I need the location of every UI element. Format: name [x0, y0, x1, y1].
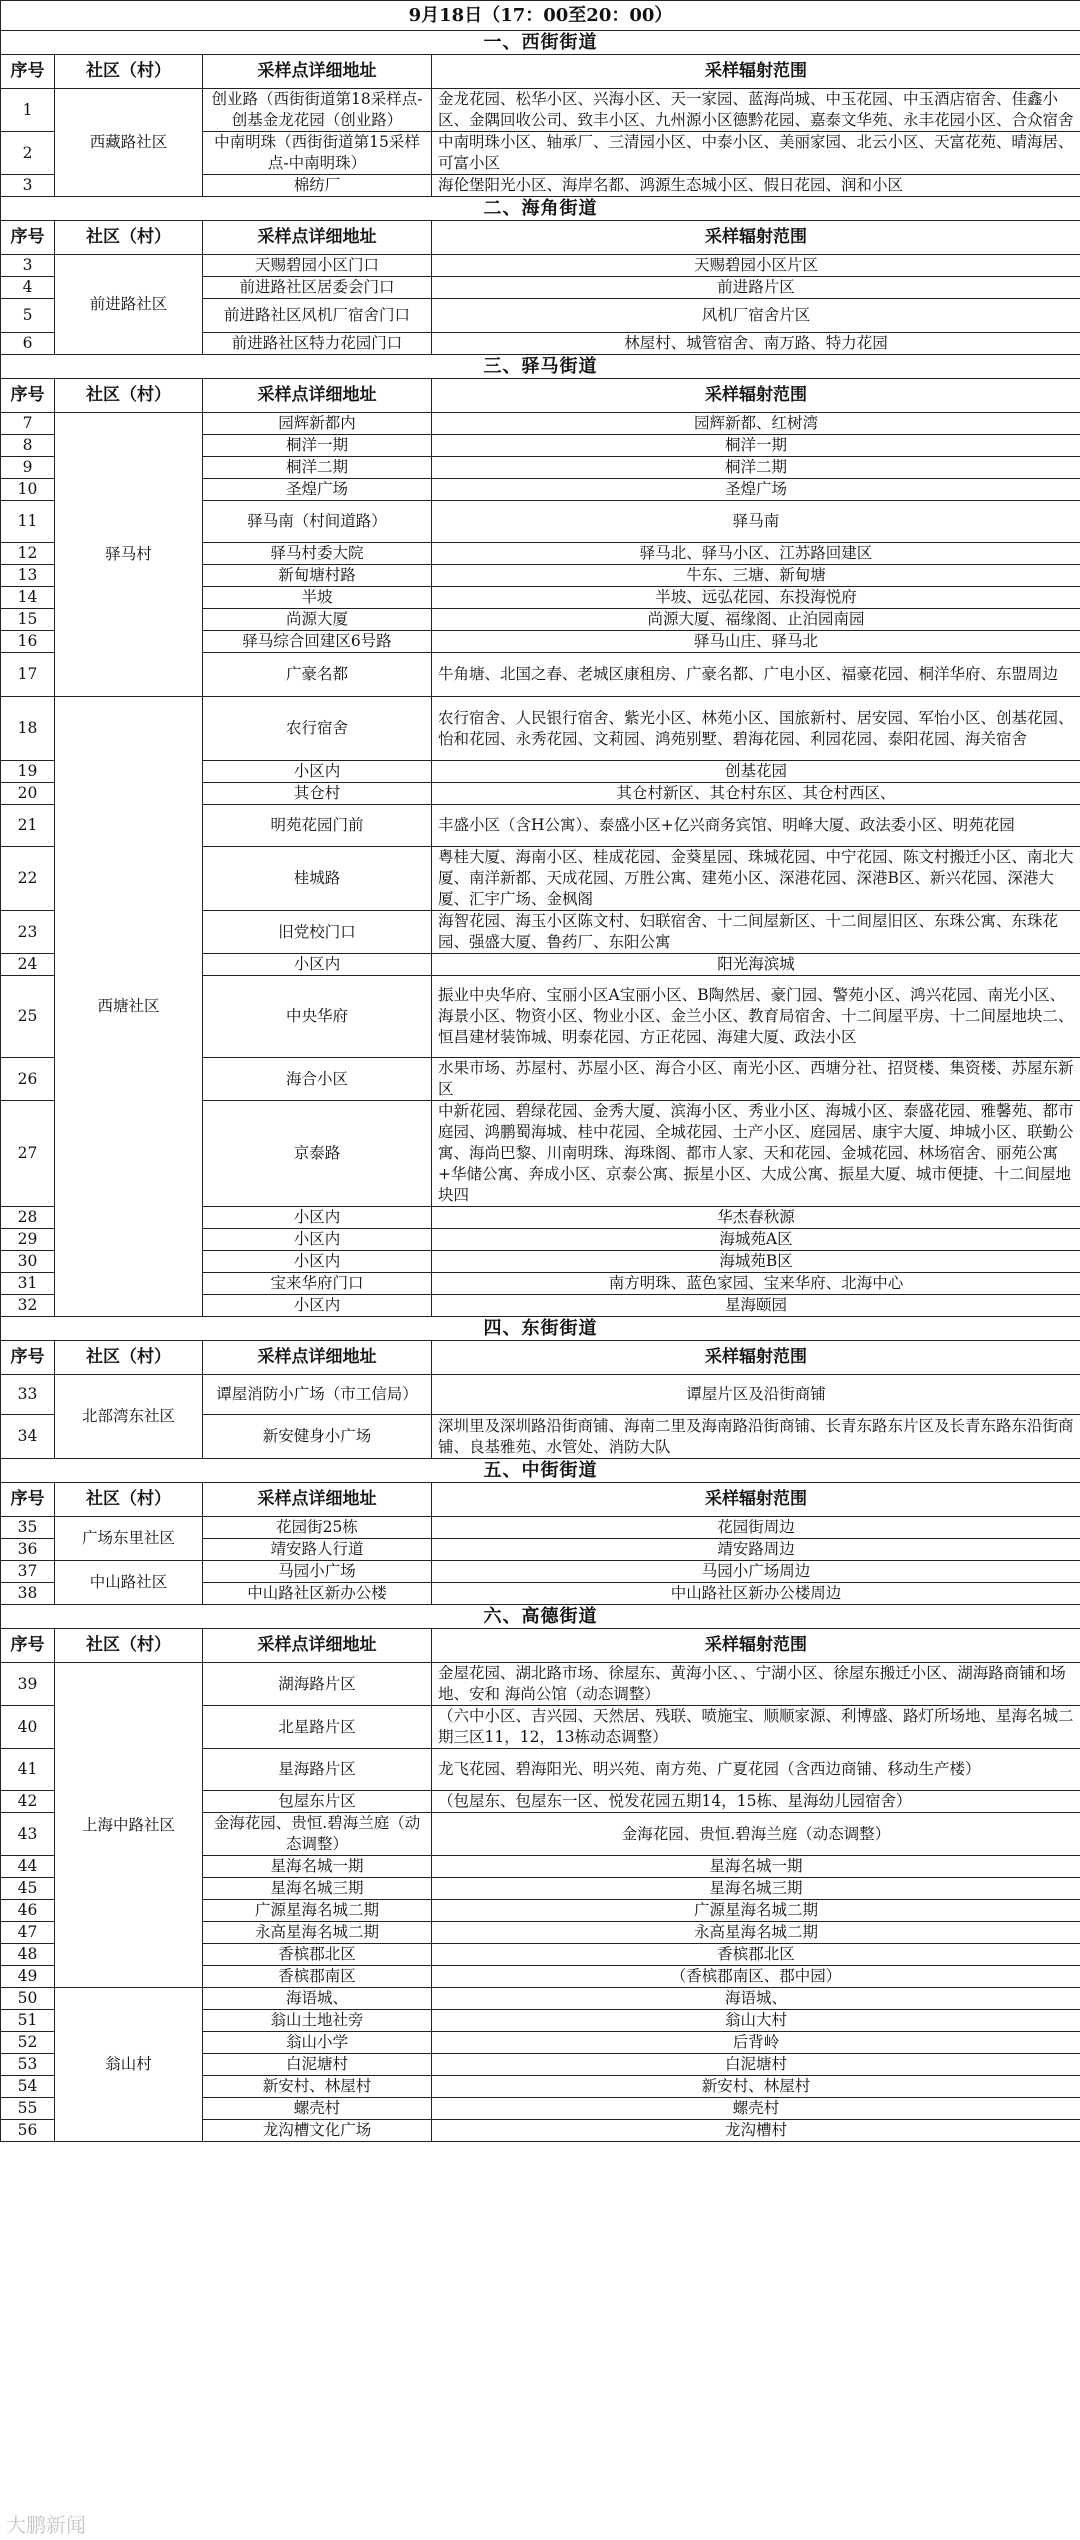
sampling-address: 香槟郡北区: [203, 1944, 432, 1966]
row-number: 53: [1, 2054, 55, 2076]
section-header-row: [1, 1459, 1080, 1483]
row-number: 49: [1, 1966, 55, 1988]
watermark-logo: 大鹏新闻: [6, 2513, 86, 2537]
sampling-address: 驿马南（村间道路）: [203, 501, 432, 543]
coverage-range: 园辉新都、红树湾: [432, 413, 1080, 435]
sampling-address: 海合小区: [203, 1058, 432, 1101]
row-number: 35: [1, 1517, 55, 1539]
sampling-address: 前进路社区居委会门口: [203, 277, 432, 299]
coverage-range: 螺壳村: [432, 2098, 1080, 2120]
community-name: 广场东里社区: [55, 1517, 203, 1561]
row-number: 23: [1, 911, 55, 954]
row-number: 56: [1, 2120, 55, 2142]
sampling-address: 龙沟槽文化广场: [203, 2120, 432, 2142]
coverage-range: 南方明珠、蓝色家园、宝来华府、北海中心: [432, 1273, 1080, 1295]
sampling-address: 广源星海名城二期: [203, 1900, 432, 1922]
row-number: 2: [1, 132, 55, 175]
row-number: 20: [1, 783, 55, 805]
row-number: 29: [1, 1229, 55, 1251]
table-row: [1, 1561, 1080, 1583]
section-header-row: [1, 31, 1080, 55]
community-name: 西藏路社区: [55, 89, 203, 197]
section-title: 二、海角街道: [1, 197, 1080, 221]
section-header-row: [1, 355, 1080, 379]
col-no-header: 序号: [1, 1629, 55, 1663]
sampling-address: 桐洋一期: [203, 435, 432, 457]
coverage-range: 圣煌广场: [432, 479, 1080, 501]
row-number: 33: [1, 1375, 55, 1415]
row-number: 19: [1, 761, 55, 783]
col-address-header: 采样点详细地址: [203, 1341, 432, 1375]
row-number: 46: [1, 1900, 55, 1922]
col-community-header: 社区（村）: [55, 221, 203, 255]
sampling-address: 永高星海名城二期: [203, 1922, 432, 1944]
col-address-header: 采样点详细地址: [203, 55, 432, 89]
coverage-range: 谭屋片区及沿街商铺: [432, 1375, 1080, 1415]
sampling-address: 其仓村: [203, 783, 432, 805]
community-name: 中山路社区: [55, 1561, 203, 1605]
section-title: 三、驿马街道: [1, 355, 1080, 379]
sampling-address: 驿马综合回建区6号路: [203, 631, 432, 653]
row-number: 4: [1, 277, 55, 299]
coverage-range: 翁山大村: [432, 2010, 1080, 2032]
sampling-address: 北星路片区: [203, 1706, 432, 1749]
community-name: 翁山村: [55, 1988, 203, 2142]
coverage-range: 半坡、远弘花园、东投海悦府: [432, 587, 1080, 609]
row-number: 41: [1, 1749, 55, 1791]
table-row: [1, 1375, 1080, 1415]
row-number: 10: [1, 479, 55, 501]
row-number: 44: [1, 1856, 55, 1878]
row-number: 36: [1, 1539, 55, 1561]
coverage-range: 丰盛小区（含H公寓）、泰盛小区+亿兴商务宾馆、明峰大厦、政法委小区、明苑花园: [432, 805, 1080, 847]
coverage-range: 金屋花园、湖北路市场、徐屋东、黄海小区、、宁湖小区、徐屋东搬迁小区、湖海路商铺和场地、安和 海尚公馆（动态调整）: [432, 1663, 1080, 1706]
column-header-row: [1, 1629, 1080, 1663]
sampling-address: 天赐碧园小区门口: [203, 255, 432, 277]
row-number: 27: [1, 1101, 55, 1207]
sampling-address: 农行宿舍: [203, 697, 432, 761]
table-row: [1, 89, 1080, 132]
coverage-range: 马园小广场周边: [432, 1561, 1080, 1583]
row-number: 18: [1, 697, 55, 761]
col-no-header: 序号: [1, 379, 55, 413]
column-header-row: [1, 221, 1080, 255]
section-header-row: [1, 197, 1080, 221]
sampling-address: 包屋东片区: [203, 1791, 432, 1813]
coverage-range: 海智花园、海玉小区陈文村、妇联宿舍、十二间屋新区、十二间屋旧区、东珠公寓、东珠花园、强盛大厦、鲁药厂、东阳公寓: [432, 911, 1080, 954]
sampling-address: 螺壳村: [203, 2098, 432, 2120]
coverage-range: 海伦堡阳光小区、海岸名都、鸿源生态城小区、假日花园、润和小区: [432, 175, 1080, 197]
community-name: 上海中路社区: [55, 1663, 203, 1988]
row-number: 9: [1, 457, 55, 479]
sampling-address: 靖安路人行道: [203, 1539, 432, 1561]
coverage-range: （六中小区、吉兴园、天然居、残联、喷施宝、顺顺家源、利博盛、路灯所场地、星海名城二期三区11，12，13栋动态调整）: [432, 1706, 1080, 1749]
table-row: [1, 697, 1080, 761]
sampling-address: 棉纺厂: [203, 175, 432, 197]
coverage-range: 星海名城三期: [432, 1878, 1080, 1900]
coverage-range: 阳光海滨城: [432, 954, 1080, 976]
community-name: 前进路社区: [55, 255, 203, 355]
coverage-range: 金龙花园、松华小区、兴海小区、天一家园、蓝海尚城、中玉花园、中玉酒店宿舍、佳鑫小区、金隅回收公司、致丰小区、九州源小区德黔花园、嘉泰文华苑、永丰花园小区、合众宿舍: [432, 89, 1080, 132]
coverage-range: 创基花园: [432, 761, 1080, 783]
sampling-address: 香槟郡南区: [203, 1966, 432, 1988]
row-number: 45: [1, 1878, 55, 1900]
col-address-header: 采样点详细地址: [203, 1483, 432, 1517]
row-number: 8: [1, 435, 55, 457]
row-number: 22: [1, 847, 55, 911]
row-number: 1: [1, 89, 55, 132]
sampling-address: 广豪名都: [203, 653, 432, 697]
coverage-range: 驿马南: [432, 501, 1080, 543]
coverage-range: 深圳里及深圳路沿街商铺、海南二里及海南路沿街商铺、长青东路东片区及长青东路东沿街商铺、良基雅苑、水管处、消防大队: [432, 1415, 1080, 1459]
sampling-address: 中山路社区新办公楼: [203, 1583, 432, 1605]
sampling-address: 桐洋二期: [203, 457, 432, 479]
row-number: 3: [1, 255, 55, 277]
coverage-range: 前进路片区: [432, 277, 1080, 299]
row-number: 25: [1, 976, 55, 1058]
coverage-range: 驿马北、驿马小区、江苏路回建区: [432, 543, 1080, 565]
coverage-range: 牛东、三塘、新甸塘: [432, 565, 1080, 587]
coverage-range: 华杰春秋源: [432, 1207, 1080, 1229]
coverage-range: （香槟郡南区、郡中园）: [432, 1966, 1080, 1988]
sampling-address: 白泥塘村: [203, 2054, 432, 2076]
coverage-range: 桐洋一期: [432, 435, 1080, 457]
coverage-range: 天赐碧园小区片区: [432, 255, 1080, 277]
col-range-header: 采样辐射范围: [432, 1483, 1080, 1517]
coverage-range: 驿马山庄、驿马北: [432, 631, 1080, 653]
row-number: 51: [1, 2010, 55, 2032]
coverage-range: 尚源大厦、福缘阁、止泊园南园: [432, 609, 1080, 631]
sampling-address: 新安村、林屋村: [203, 2076, 432, 2098]
row-number: 15: [1, 609, 55, 631]
coverage-range: 星海名城一期: [432, 1856, 1080, 1878]
section-header-row: [1, 1605, 1080, 1629]
sampling-address: 星海路片区: [203, 1749, 432, 1791]
coverage-range: 后背岭: [432, 2032, 1080, 2054]
row-number: 12: [1, 543, 55, 565]
table-row: [1, 1517, 1080, 1539]
col-community-header: 社区（村）: [55, 1629, 203, 1663]
section-title: 四、东街街道: [1, 1317, 1080, 1341]
row-number: 26: [1, 1058, 55, 1101]
row-number: 43: [1, 1813, 55, 1856]
coverage-range: 中南明珠小区、轴承厂、三清园小区、中泰小区、美丽家园、北云小区、天富花苑、晴海居、可富小区: [432, 132, 1080, 175]
sampling-address: 京泰路: [203, 1101, 432, 1207]
community-name: 西塘社区: [55, 697, 203, 1317]
col-no-header: 序号: [1, 1341, 55, 1375]
section-title: 五、中街街道: [1, 1459, 1080, 1483]
section-title: 一、西街街道: [1, 31, 1080, 55]
row-number: 55: [1, 2098, 55, 2120]
col-community-header: 社区（村）: [55, 379, 203, 413]
row-number: 39: [1, 1663, 55, 1706]
col-community-header: 社区（村）: [55, 55, 203, 89]
col-no-header: 序号: [1, 1483, 55, 1517]
table-row: [1, 1663, 1080, 1706]
coverage-range: 农行宿舍、人民银行宿舍、紫光小区、林苑小区、国旅新村、居安园、军怡小区、创基花园、怡和花园、永秀花园、文莉园、鸿苑别墅、碧海花园、利园花园、泰阳花园、海关宿舍: [432, 697, 1080, 761]
sampling-address: 园辉新都内: [203, 413, 432, 435]
coverage-range: （包屋东、包屋东一区、悦发花园五期14，15栋、星海幼儿园宿舍）: [432, 1791, 1080, 1813]
coverage-range: 龙沟槽村: [432, 2120, 1080, 2142]
row-number: 14: [1, 587, 55, 609]
column-header-row: [1, 379, 1080, 413]
coverage-range: 海城苑A区: [432, 1229, 1080, 1251]
community-name: 驿马村: [55, 413, 203, 697]
coverage-range: 桐洋二期: [432, 457, 1080, 479]
col-no-header: 序号: [1, 221, 55, 255]
coverage-range: 林屋村、城管宿舍、南万路、特力花园: [432, 333, 1080, 355]
coverage-range: 广源星海名城二期: [432, 1900, 1080, 1922]
sampling-address: 圣煌广场: [203, 479, 432, 501]
row-number: 34: [1, 1415, 55, 1459]
coverage-range: 靖安路周边: [432, 1539, 1080, 1561]
col-community-header: 社区（村）: [55, 1341, 203, 1375]
sampling-address: 星海名城一期: [203, 1856, 432, 1878]
coverage-range: 海城苑B区: [432, 1251, 1080, 1273]
row-number: 17: [1, 653, 55, 697]
column-header-row: [1, 55, 1080, 89]
coverage-range: 花园街周边: [432, 1517, 1080, 1539]
row-number: 40: [1, 1706, 55, 1749]
row-number: 28: [1, 1207, 55, 1229]
column-header-row: [1, 1483, 1080, 1517]
sampling-address: 新安健身小广场: [203, 1415, 432, 1459]
coverage-range: 海语城、: [432, 1988, 1080, 2010]
sampling-address: 小区内: [203, 1251, 432, 1273]
row-number: 3: [1, 175, 55, 197]
coverage-range: 振业中央华府、宝丽小区A宝丽小区、B陶然居、豪门园、警苑小区、鸿兴花园、南光小区、海景小区、物资小区、物业小区、金兰小区、教育局宿舍、十二间屋平房、十二间屋地块二、恒昌建材装饰城、明泰花园、方正花园、海建大厦、政法小区: [432, 976, 1080, 1058]
sampling-address: 宝来华府门口: [203, 1273, 432, 1295]
coverage-range: 永高星海名城二期: [432, 1922, 1080, 1944]
row-number: 50: [1, 1988, 55, 2010]
col-address-header: 采样点详细地址: [203, 1629, 432, 1663]
sampling-address: 小区内: [203, 761, 432, 783]
table-row: [1, 413, 1080, 435]
sampling-address: 翁山土地社旁: [203, 2010, 432, 2032]
coverage-range: 牛角塘、北国之春、老城区康租房、广豪名都、广电小区、福豪花园、桐洋华府、东盟周边: [432, 653, 1080, 697]
table-row: [1, 1988, 1080, 2010]
row-number: 47: [1, 1922, 55, 1944]
sampling-address: 驿马村委大院: [203, 543, 432, 565]
sampling-address: 金海花园、贵恒.碧海兰庭（动态调整）: [203, 1813, 432, 1856]
coverage-range: 其仓村新区、其仓村东区、其仓村西区、: [432, 783, 1080, 805]
sampling-address: 前进路社区特力花园门口: [203, 333, 432, 355]
row-number: 6: [1, 333, 55, 355]
col-address-header: 采样点详细地址: [203, 379, 432, 413]
col-range-header: 采样辐射范围: [432, 221, 1080, 255]
coverage-range: 中新花园、碧绿花园、金秀大厦、滨海小区、秀业小区、海城小区、泰盛花园、雅馨苑、都市庭园、鸿鹏蜀海城、桂中花园、全城花园、土产小区、庭园居、康宇大厦、坤城小区、联勤公寓、海尚巴黎、川南明珠、海珠阁、都市人家、天和花园、金城花园、林场宿舍、丽苑公寓+华储公寓、奔成小区、京泰公寓、振星小区、大成公寓、振星大厦、城市便捷、十二间屋地块四: [432, 1101, 1080, 1207]
coverage-range: 白泥塘村: [432, 2054, 1080, 2076]
row-number: 31: [1, 1273, 55, 1295]
sampling-address: 中南明珠（西街街道第15采样点-中南明珠）: [203, 132, 432, 175]
row-number: 32: [1, 1295, 55, 1317]
sampling-address: 谭屋消防小广场（市工信局）: [203, 1375, 432, 1415]
sampling-address: 小区内: [203, 1229, 432, 1251]
community-name: 北部湾东社区: [55, 1375, 203, 1459]
row-number: 13: [1, 565, 55, 587]
sampling-address: 湖海路片区: [203, 1663, 432, 1706]
sampling-address: 前进路社区风机厂宿舍门口: [203, 299, 432, 333]
row-number: 37: [1, 1561, 55, 1583]
sampling-address: 中央华府: [203, 976, 432, 1058]
sampling-address: 马园小广场: [203, 1561, 432, 1583]
table-row: [1, 255, 1080, 277]
col-no-header: 序号: [1, 55, 55, 89]
sampling-address: 海语城、: [203, 1988, 432, 2010]
row-number: 30: [1, 1251, 55, 1273]
coverage-range: 香槟郡北区: [432, 1944, 1080, 1966]
title-row: [1, 1, 1080, 31]
row-number: 7: [1, 413, 55, 435]
col-community-header: 社区（村）: [55, 1483, 203, 1517]
sampling-address: 小区内: [203, 1295, 432, 1317]
sampling-address: 明苑花园门前: [203, 805, 432, 847]
sampling-address: 小区内: [203, 1207, 432, 1229]
row-number: 21: [1, 805, 55, 847]
column-header-row: [1, 1341, 1080, 1375]
row-number: 52: [1, 2032, 55, 2054]
coverage-range: 金海花园、贵恒.碧海兰庭（动态调整）: [432, 1813, 1080, 1856]
col-range-header: 采样辐射范围: [432, 55, 1080, 89]
coverage-range: 水果市场、苏屋村、苏屋小区、海合小区、南光小区、西塘分社、招贤楼、集资楼、苏屋东新区: [432, 1058, 1080, 1101]
row-number: 16: [1, 631, 55, 653]
sampling-address: 尚源大厦: [203, 609, 432, 631]
sampling-address: 半坡: [203, 587, 432, 609]
page-title: 9月18日（17：00至20：00）: [1, 1, 1080, 31]
col-range-header: 采样辐射范围: [432, 1629, 1080, 1663]
sampling-address: 桂城路: [203, 847, 432, 911]
row-number: 42: [1, 1791, 55, 1813]
row-number: 38: [1, 1583, 55, 1605]
sampling-address: 旧党校门口: [203, 911, 432, 954]
coverage-range: 龙飞花园、碧海阳光、明兴苑、南方苑、广夏花园（含西边商铺、移动生产楼）: [432, 1749, 1080, 1791]
coverage-range: 星海颐园: [432, 1295, 1080, 1317]
row-number: 54: [1, 2076, 55, 2098]
sampling-address: 创业路（西街街道第18采样点-创基金龙花园（创业路）: [203, 89, 432, 132]
col-range-header: 采样辐射范围: [432, 379, 1080, 413]
sampling-address: 新甸塘村路: [203, 565, 432, 587]
sampling-address: 小区内: [203, 954, 432, 976]
coverage-range: 新安村、林屋村: [432, 2076, 1080, 2098]
coverage-range: 中山路社区新办公楼周边: [432, 1583, 1080, 1605]
sampling-address: 星海名城三期: [203, 1878, 432, 1900]
row-number: 11: [1, 501, 55, 543]
row-number: 48: [1, 1944, 55, 1966]
row-number: 5: [1, 299, 55, 333]
col-range-header: 采样辐射范围: [432, 1341, 1080, 1375]
col-address-header: 采样点详细地址: [203, 221, 432, 255]
sampling-address: 花园街25栋: [203, 1517, 432, 1539]
row-number: 24: [1, 954, 55, 976]
sampling-address: 翁山小学: [203, 2032, 432, 2054]
coverage-range: 风机厂宿舍片区: [432, 299, 1080, 333]
section-title: 六、高德街道: [1, 1605, 1080, 1629]
section-header-row: [1, 1317, 1080, 1341]
table-body: [1, 1, 1080, 2142]
coverage-range: 粤桂大厦、海南小区、桂成花园、金葵星园、珠城花园、中宁花园、陈文村搬迁小区、南北大厦、南洋新都、天成花园、万胜公寓、建苑小区、深港花园、深港B区、新兴花园、深港大厦、汇宇广场、金枫阁: [432, 847, 1080, 911]
